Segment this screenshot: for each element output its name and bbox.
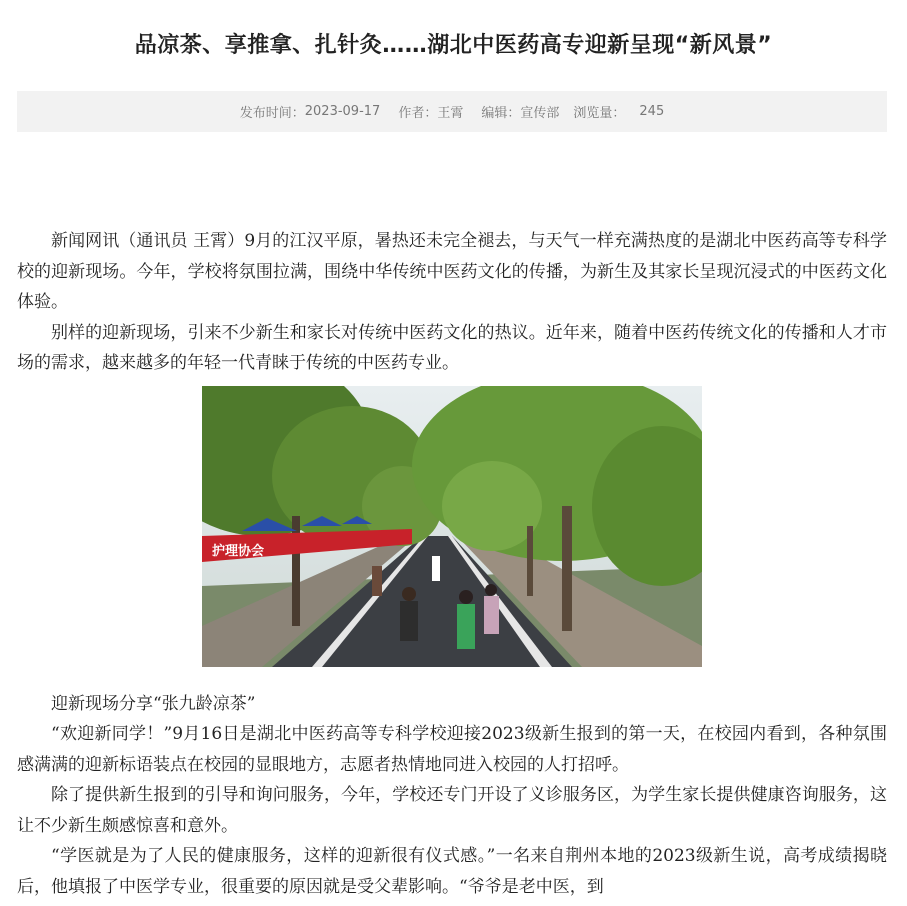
banner-text: 护理协会 (212, 543, 265, 559)
publish-date: 2023-09-17 (304, 104, 381, 119)
article-title: 品凉茶、享推拿、扎针灸……湖北中医药高专迎新呈现“新风景” (134, 33, 773, 58)
author-label: 作者： (398, 106, 438, 121)
date-label: 发布时间： (239, 106, 305, 121)
paragraph-3: “欢迎新同学！”9月16日是湖北中医药高等专科学校迎接2023级新生报到的第一天，在校园内看到，各种氛围感满满的迎新标语装点在校园的显眼地方，志愿者热情地同进入校园的人打招呼。 (17, 724, 887, 775)
campus-welcome-photo (202, 386, 702, 667)
article-meta-bar (17, 91, 887, 132)
subheading: 迎新现场分享“张九龄凉茶” (51, 693, 256, 714)
views-count: 245 (639, 104, 665, 119)
paragraph-4: 除了提供新生报到的引导和询问服务，今年，学校还专门开设了义诊服务区，为学生家长提供健康咨询服务，这让不少新生颇感惊喜和意外。 (17, 785, 887, 836)
author-name: 王霄 (437, 106, 464, 121)
article-body (17, 226, 887, 902)
editor-label: 编辑： (481, 106, 521, 121)
paragraph-intro: 新闻网讯（通讯员 王霄）9月的江汉平原，暑热还未完全褪去，与天气一样充满热度的是湖北中医药高等专科学校的迎新现场。今年，学校将氛围拉满，围绕中华传统中医药文化的传播，为新生及其家长呈现沉浸式的中医药文化体验。 (17, 231, 887, 312)
paragraph-5: “学医就是为了人民的健康服务，这样的迎新很有仪式感。”一名来自荆州本地的2023级新生说，高考成绩揭晓后，他填报了中医学专业，很重要的原因就是受父辈影响。“爷爷是老中医，到 (17, 846, 887, 897)
editor-name: 宣传部 (520, 106, 560, 121)
views-label: 浏览量： (573, 106, 626, 121)
paragraph-2: 别样的迎新现场，引来不少新生和家长对传统中医药文化的热议。近年来，随着中医药传统文化的传播和人才市场的需求，越来越多的年轻一代青睐于传统的中医药专业。 (17, 322, 887, 373)
